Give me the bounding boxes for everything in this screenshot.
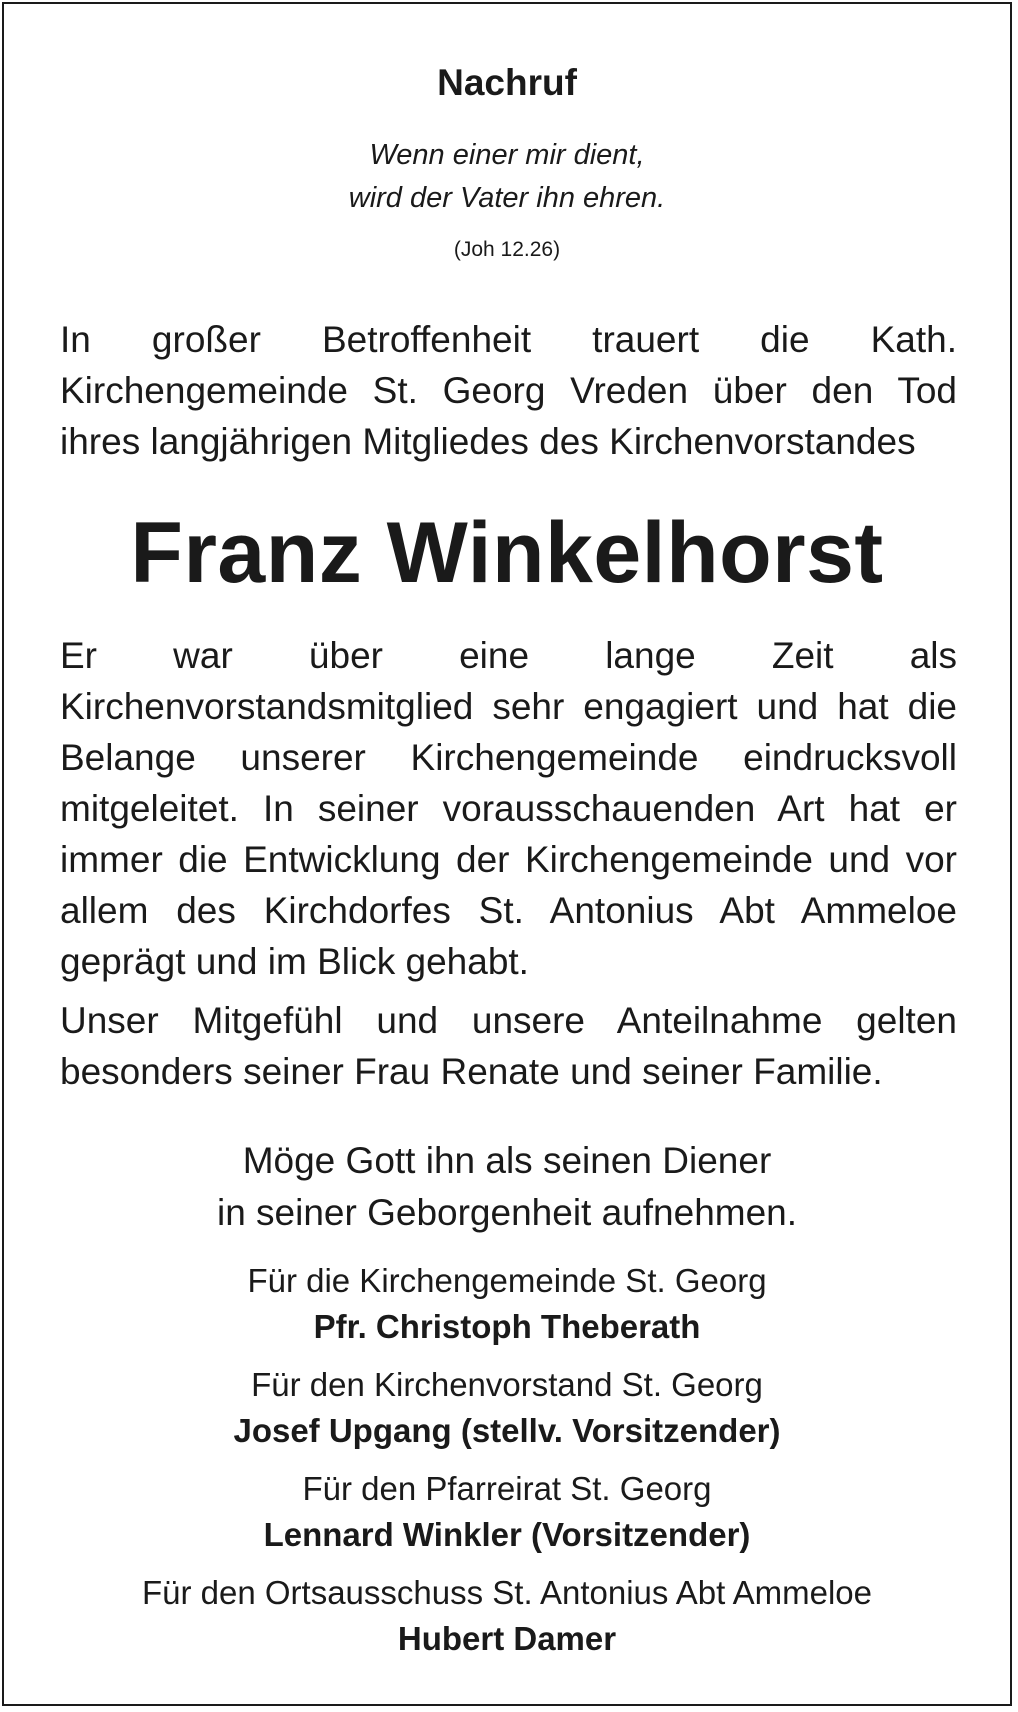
signature-block <box>0 1570 1014 1662</box>
signature-name: Pfr. Christoph Theberath <box>313 1308 701 1345</box>
condolence-paragraph: Unser Mitgefühl und unsere Anteilnahme gelten besonders seiner Frau Renate und seiner Familie. <box>60 1000 957 1092</box>
signature-name: Hubert Damer <box>397 1620 617 1657</box>
prayer <box>0 1135 1014 1239</box>
signature-organization: Für den Pfarreirat St. Georg <box>302 1470 712 1507</box>
quote-line-2: wird der Vater ihn ehren. <box>348 182 666 214</box>
signature-block <box>0 1466 1014 1558</box>
signature-block <box>0 1362 1014 1454</box>
bible-reference: (Joh 12.26) <box>453 238 561 261</box>
signature-name: Josef Upgang (stellv. Vorsitzender) <box>233 1412 781 1449</box>
quote-line-1: Wenn einer mir dient, <box>369 139 645 171</box>
intro-paragraph: In großer Betroffenheit trauert die Kath. Kirchengemeinde St. Georg Vreden über den Tod ihres langjährigen Mitgliedes des Kirchenvorstandes <box>60 319 957 462</box>
signature-name: Lennard Winkler (Vorsitzender) <box>263 1516 751 1553</box>
signature-organization: Für den Kirchenvorstand St. Georg <box>251 1366 763 1403</box>
prayer-line-2: in seiner Geborgenheit aufnehmen. <box>216 1192 798 1233</box>
prayer-line-1: Möge Gott ihn als seinen Diener <box>242 1140 772 1181</box>
signature-block <box>0 1258 1014 1350</box>
deceased-name: Franz Winkelhorst <box>130 505 884 601</box>
bible-quote <box>0 134 1014 220</box>
signature-organization: Für die Kirchengemeinde St. Georg <box>247 1262 767 1299</box>
signature-organization: Für den Ortsausschuss St. Antonius Abt Ammeloe <box>141 1574 873 1611</box>
obituary-heading: Nachruf <box>437 62 577 103</box>
tribute-paragraph: Er war über eine lange Zeit als Kirchenvorstandsmitglied sehr engagiert und hat die Belange unserer Kirchengemeinde eindrucksvoll mitgeleitet. In seiner vorausschauenden Art hat er immer die Entwicklung der Kirchengemeinde und vor allem des Kirchdorfes St. Antonius Abt Ammeloe geprägt und im Blick gehabt. <box>60 635 957 982</box>
